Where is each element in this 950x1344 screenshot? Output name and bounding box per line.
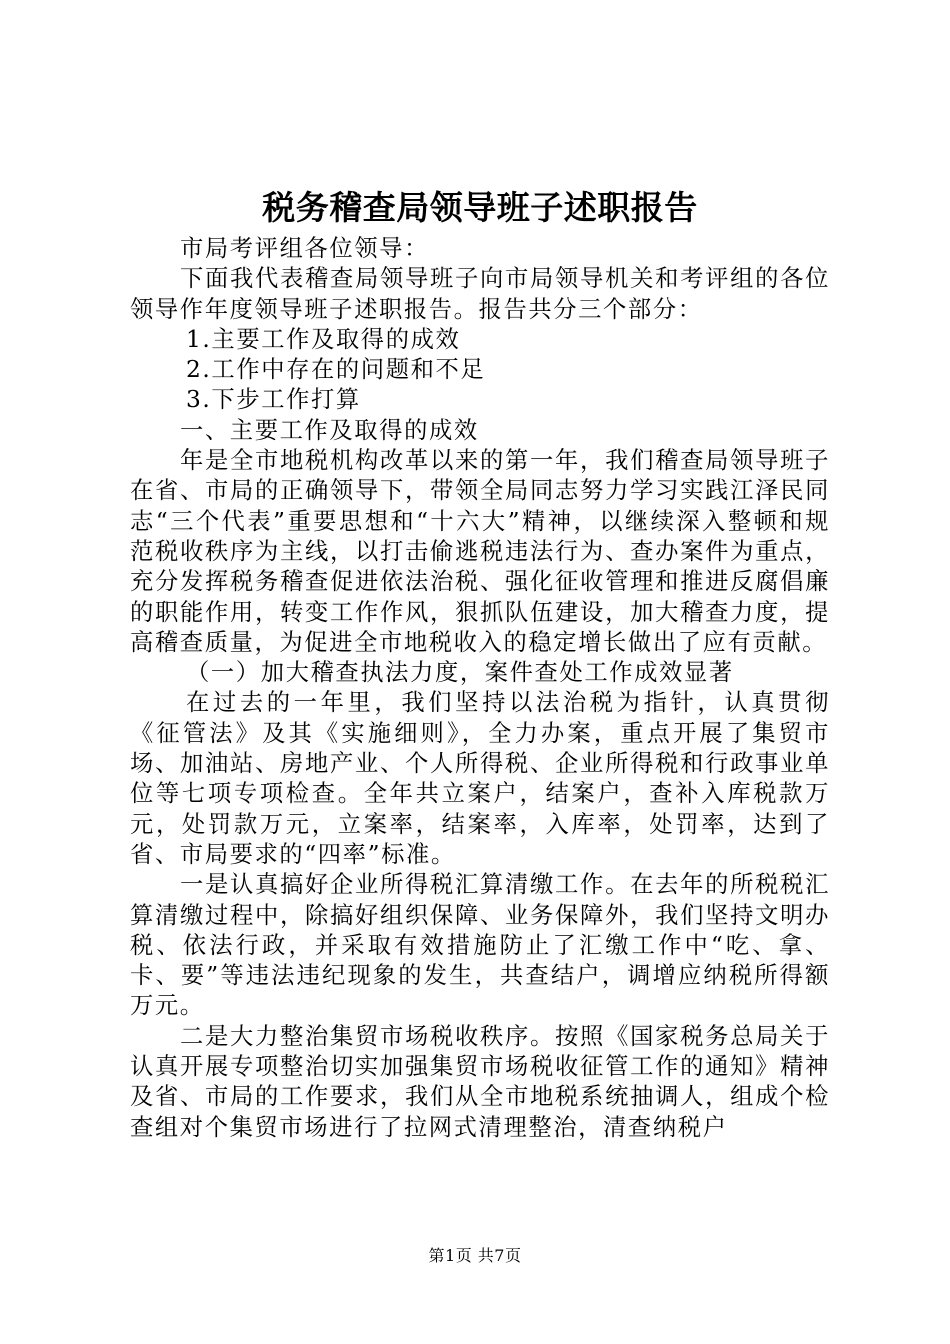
intro-paragraph: 下面我代表稽查局领导班子向市局领导机关和考评组的各位领导作年度领导班子述职报告。报告共分三个部分： <box>130 265 830 323</box>
point-2-paragraph: 二是大力整治集贸市场税收秩序。按照《国家税务总局关于认真开展专项整治切实加强集贸市场税收征管工作的通知》精神及省、市局的工作要求，我们从全市地税系统抽调人，组成个检查组对个集贸市场进行了拉网式清理整治，清查纳税户 <box>130 1022 830 1141</box>
document-body <box>130 234 830 1143</box>
section-heading-1: 一、主要工作及取得的成效 <box>180 416 479 444</box>
document-title: 税务稽查局领导班子述职报告 <box>262 188 698 227</box>
subsection-1-paragraph: 在过去的一年里，我们坚持以法治税为指针，认真贯彻《征管法》及其《实施细则》，全力办案，重点开展了集贸市场、加油站、房地产业、个人所得税、企业所得税和行政事业单位等七项专项检查。全年共立案户，结案户，查补入库税款万元，处罚款万元，立案率，结案率，入库率，处罚率，达到了省、市局要求的“四率”标准。 <box>130 689 830 868</box>
outline-item-2: 2.工作中存在的问题和不足 <box>186 356 486 384</box>
outline-item-1: 1.主要工作及取得的成效 <box>186 325 461 353</box>
salutation: 市局考评组各位领导： <box>180 235 429 262</box>
section-1-paragraph: 年是全市地税机构改革以来的第一年，我们稽查局领导班子在省、市局的正确领导下，带领全局同志努力学习实践江泽民同志“三个代表”重要思想和“十六大”精神，以继续深入整顿和规范税收秩序为主线，以打击偷逃税违法行为、查办案件为重点，充分发挥税务稽查促进依法治税、强化征收管理和推进反腐倡廉的职能作用，转变工作作风，狠抓队伍建设，加大稽查力度，提高稽查质量，为促进全市地税收入的稳定增长做出了应有贡献。 <box>130 447 830 656</box>
outline-item-3: 3.下步工作打算 <box>186 386 361 414</box>
point-1-paragraph: 一是认真搞好企业所得税汇算清缴工作。在去年的所税税汇算清缴过程中，除搞好组织保障、业务保障外，我们坚持文明办税、依法行政，并采取有效措施防止了汇缴工作中“吃、拿、卡、要”等违法违纪现象的发生，共查结户，调增应纳税所得额万元。 <box>130 871 830 1020</box>
subsection-heading-1: （一）加大稽查执法力度，案件查处工作成效显著 <box>186 659 734 687</box>
page-number-footer: 第1页 共7页 <box>428 1246 522 1265</box>
